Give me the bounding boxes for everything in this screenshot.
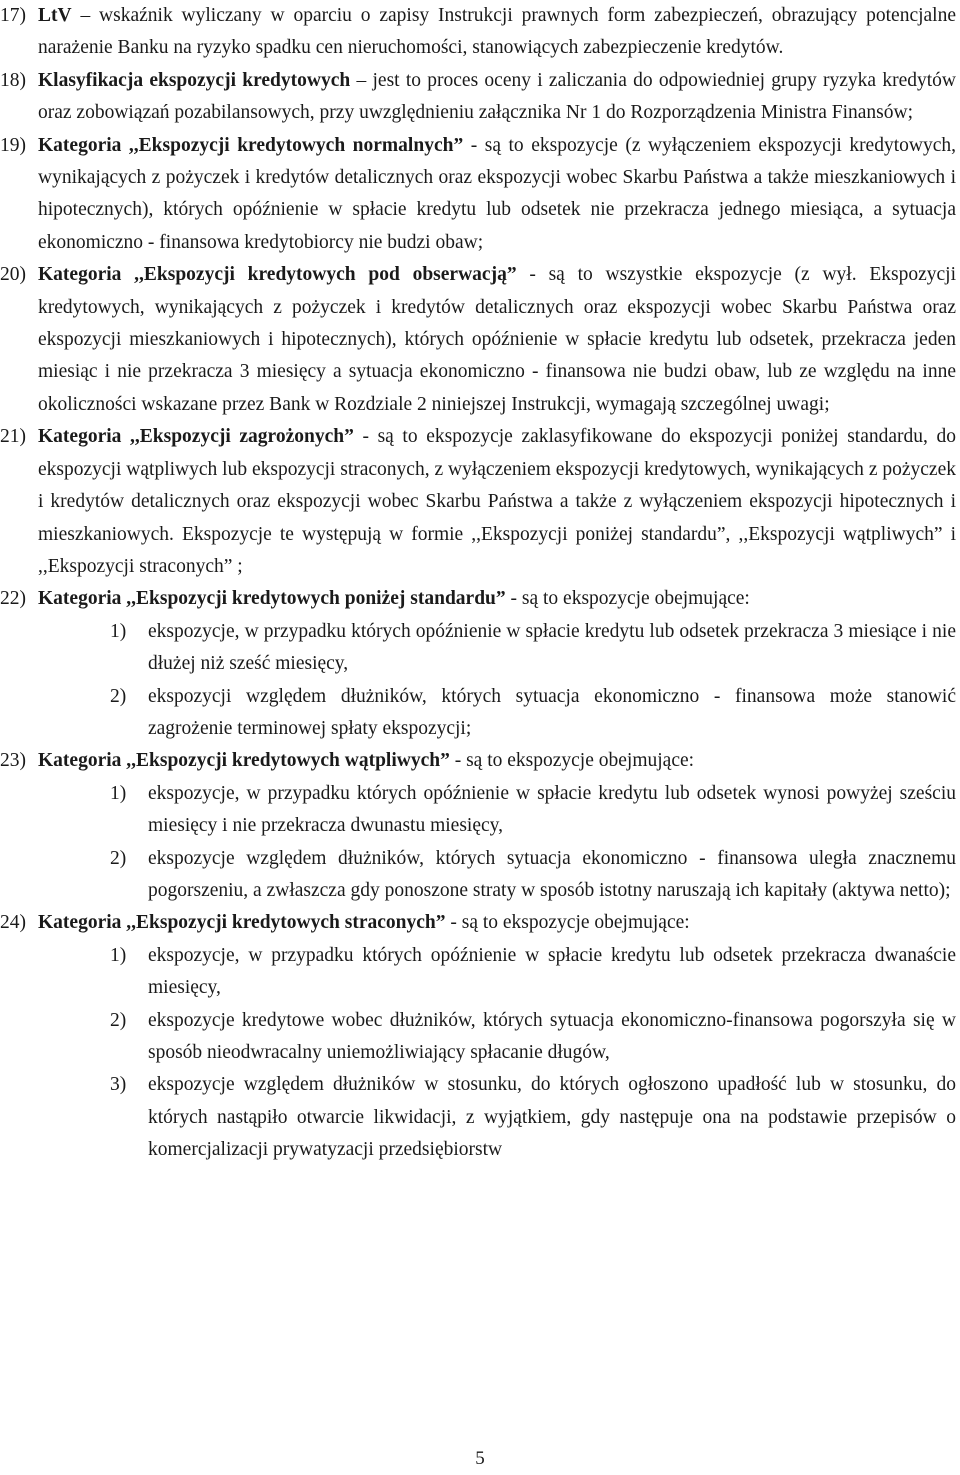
item-number: 17): [0, 5, 26, 26]
sub-item-number: 2): [110, 685, 127, 707]
item-term: Kategoria ,,Ekspozycji kredytowych wątpliwych”: [38, 750, 450, 772]
item-number: 24): [0, 912, 26, 934]
sub-item-text: ekspozycje, w przypadku których opóźnienie w spłacie kredytu lub odsetek przekracza dwanaście miesięcy,: [148, 944, 956, 999]
page-number: 5: [475, 1448, 485, 1469]
sub-item-number: 3): [110, 1074, 127, 1096]
sub-item-text: ekspozycje kredytowe wobec dłużników, których sytuacja ekonomiczno-finansowa pogorszyła się w sposób nieodwracalny uniemożliwiający spłacanie długów,: [148, 1009, 956, 1063]
item-number: 18): [0, 69, 26, 91]
definition-item-21: [0, 421, 960, 583]
sub-item: [0, 681, 960, 746]
sub-item-number: 1): [110, 944, 127, 966]
definition-item-18: [0, 65, 960, 130]
sub-item-number: 2): [110, 847, 127, 869]
sub-item: [0, 1005, 960, 1070]
sub-item-text: ekspozycje, w przypadku których opóźnienie w spłacie kredytu lub odsetek przekracza 3 miesiące i nie dłużej niż sześć miesięcy,: [148, 620, 956, 675]
item-term: Kategoria ,,Ekspozycji kredytowych straconych”: [38, 912, 446, 934]
sub-item: [0, 1069, 960, 1166]
item-number: 23): [0, 750, 26, 772]
definition-item-22: [0, 583, 960, 615]
item-text: - są to wszystkie ekspozycje (z wył. Ekspozycji kredytowych, wynikających z pożyczek i kredytów detalicznych oraz ekspozycji wobec Skarbu Państwa oraz ekspozycji mieszkaniowych i hipotecznych), których opóźnienie w spłacie kredytu lub odsetek, przekracza jeden miesiąc i nie przekracza 3 miesięcy a sytuacja ekonomiczno - finansowa nie budzi obaw, lub ze względu na inne okoliczności wskazane przez Bank w Rozdziale 2 niniejszej Instrukcji, wymagają szczególnej uwagi;: [38, 264, 956, 415]
item-text: – wskaźnik wyliczany w oparciu o zapisy Instrukcji prawnych form zabezpieczeń, obrazujący potencjalne narażenie Banku na ryzyko spadku cen nieruchomości, stanowiących zabezpieczenie kredytów.: [38, 5, 956, 59]
item-text: - są to ekspozycje zaklasyfikowane do ekspozycji poniżej standardu, do ekspozycji wątpliwych lub ekspozycji straconych, z wyłączeniem ekspozycji kredytowych, wynikających z pożyczek i kredytów detalicznych oraz ekspozycji wobec Skarbu Państwa a także z wyłączeniem ekspozycji hipotecznych i mieszkaniowych. Ekspozycje te występują w formie ,,Ekspozycji poniżej standardu”, ,,Ekspozycji wątpliwych” i ,,Ekspozycji straconych” ;: [38, 426, 957, 577]
sub-item-text: ekspozycje, w przypadku których opóźnienie w spłacie kredytu lub odsetek wynosi powyżej sześciu miesięcy i nie przekracza dwunastu miesięcy,: [148, 782, 956, 837]
item-number: 19): [0, 134, 26, 156]
definition-item-17: [0, 0, 960, 65]
sub-item: [0, 616, 960, 681]
sub-item: [0, 843, 960, 908]
item-number: 21): [0, 426, 26, 448]
item-text: - są to ekspozycje obejmujące:: [449, 750, 695, 772]
item-number: 22): [0, 588, 26, 610]
definition-item-24: [0, 907, 960, 939]
definition-item-20: [0, 259, 960, 421]
sub-item: [0, 778, 960, 843]
definition-item-19: [0, 130, 960, 260]
item-term: Kategoria ,,Ekspozycji kredytowych poniżej standardu”: [38, 588, 506, 610]
definition-item-23: [0, 745, 960, 777]
item-term: Kategoria ,,Ekspozycji zagrożonych”: [38, 426, 354, 448]
item-text: - są to ekspozycje obejmujące:: [505, 588, 750, 610]
item-number: 20): [0, 264, 26, 286]
item-term: Kategoria ,,Ekspozycji kredytowych normalnych”: [38, 134, 464, 156]
item-text: - są to ekspozycje obejmujące:: [445, 912, 690, 934]
sub-item-text: ekspozycje względem dłużników w stosunku, do których ogłoszono upadłość lub w stosunku, do których nastąpiło otwarcie likwidacji, z wyjątkiem, gdy następuje ona na podstawie przepisów o komercjalizacji prywatyzacji przedsiębiorstw: [148, 1074, 956, 1161]
sub-item-number: 1): [110, 620, 127, 642]
item-term: LtV: [38, 5, 72, 26]
sub-item-number: 2): [110, 1009, 127, 1031]
item-term: Kategoria ,,Ekspozycji kredytowych pod obserwacją”: [38, 264, 517, 286]
item-text: – jest to proces oceny i zaliczania do odpowiedniej grupy ryzyka kredytów oraz zobowiązań pozabilansowych, przy uwzględnieniu załącznika Nr 1 do Rozporządzenia Ministra Finansów;: [38, 69, 956, 124]
sub-item-number: 1): [110, 782, 127, 804]
sub-item: [0, 940, 960, 1005]
item-term: Klasyfikacja ekspozycji kredytowych: [38, 69, 351, 91]
item-text: - są to ekspozycje (z wyłączeniem ekspozycji kredytowych, wynikających z pożyczek i kredytów detalicznych oraz ekspozycji wobec Skarbu Państwa a także mieszkaniowych i hipotecznych), których opóźnienie w spłacie kredytu lub odsetek nie przekracza jednego miesiąca, a sytuacja ekonomiczno - finansowa kredytobiorcy nie budzi obaw;: [38, 134, 956, 253]
sub-item-text: ekspozycji względem dłużników, których sytuacja ekonomiczno - finansowa może stanowić zagrożenie terminowej spłaty ekspozycji;: [148, 685, 956, 739]
sub-item-text: ekspozycje względem dłużników, których sytuacja ekonomiczno - finansowa uległa znacznemu pogorszeniu, a zwłaszcza gdy ponoszone straty w sposób istotny naruszają ich kapitały (aktywa netto);: [148, 847, 956, 901]
